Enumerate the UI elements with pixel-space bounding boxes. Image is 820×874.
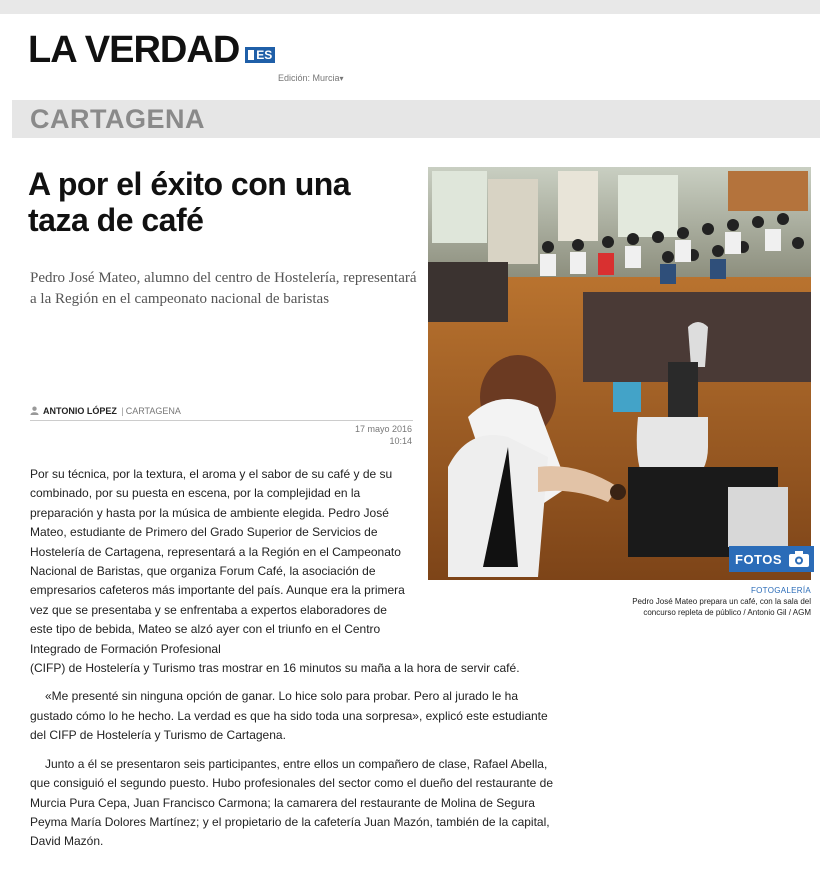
article-paragraph: Por su técnica, por la textura, el aroma y el sabor de su café y de su combinado, por su puesta en escena, por la complejidad en la preparación y hasta por la música de ambiente elegida. Pedro José Mateo, estudiante de Primero del Grado Superior de Servicios de Hostelería de Cartagena, representará a la Región en el Campeonato Nacional de Baristas, que organiza Forum Café, la asociación de empresarios cafeteros más importante del país. Aunque era la primera vez que se presentaba y se enfrentaba a expertos elaboradores de este tipo de bebida, Mateo se alzó ayer con el triunfo en el Centro Integrado de Formación Profesional bbox=[30, 467, 405, 656]
logo-es-text: ES bbox=[256, 48, 273, 62]
photogallery-link[interactable]: FOTOGALERÍA bbox=[750, 586, 811, 595]
photo-gallery-button-label: FOTOS bbox=[735, 551, 783, 567]
chevron-down-icon: ▾ bbox=[339, 74, 344, 83]
article-body bbox=[30, 465, 560, 852]
byline-city: CARTAGENA bbox=[125, 406, 181, 416]
photo-caption: Pedro José Mateo prepara un café, con la sala del concurso repleta de público / Antonio Gil / AGM bbox=[632, 597, 811, 617]
top-bar bbox=[0, 0, 820, 14]
section-title[interactable]: CARTAGENA bbox=[30, 104, 205, 134]
article-paragraph: Junto a él se presentaron seis participantes, entre ellos un compañero de clase, Rafael Abella, que consiguió el segundo puesto. Hubo profesionales del sector como el dueño del restaurante de Murcia Pura Cepa, Juan Francisco Carmona; la camarera del restaurante de Molina de Segura Peyma María Dolores Martínez; y el propietario de la cafetería Juan Mazón, también de la capital, David Mazón. bbox=[30, 756, 554, 849]
byline-separator: | bbox=[121, 406, 124, 416]
author-name[interactable]: ANTONIO LÓPEZ bbox=[43, 406, 117, 416]
edition-selector[interactable] bbox=[278, 73, 344, 83]
byline bbox=[30, 406, 413, 421]
logo-text: LA VERDAD bbox=[28, 29, 240, 71]
article-paragraph-continuation: (CIFP) de Hostelería y Turismo tras mostrar en 16 minutos su maña a la hora de servir café. bbox=[30, 661, 520, 676]
photo-gallery-button[interactable] bbox=[729, 546, 814, 572]
date-text: 17 mayo 2016 bbox=[354, 424, 412, 434]
edition-label: Edición: Murcia bbox=[278, 73, 340, 83]
article-headline: A por el éxito con una taza de café bbox=[28, 166, 351, 238]
article-subtitle: Pedro José Mateo, alumno del centro de Hostelería, representará a la Región en el campeonato nacional de baristas bbox=[30, 270, 417, 307]
time-text: 10:14 bbox=[389, 436, 412, 446]
site-logo[interactable] bbox=[28, 30, 275, 70]
article-paragraph: «Me presenté sin ninguna opción de ganar. Lo hice solo para probar. Pero al jurado le ha gustado cómo lo he hecho. La verdad es que ha sido toda una sorpresa», explicó este estudiante del CIFP de Hostelería y Turismo de Cartagena. bbox=[30, 689, 548, 743]
logo-es-badge bbox=[245, 47, 275, 63]
person-icon bbox=[30, 406, 39, 415]
publish-date bbox=[300, 423, 412, 447]
camera-icon bbox=[788, 550, 810, 568]
